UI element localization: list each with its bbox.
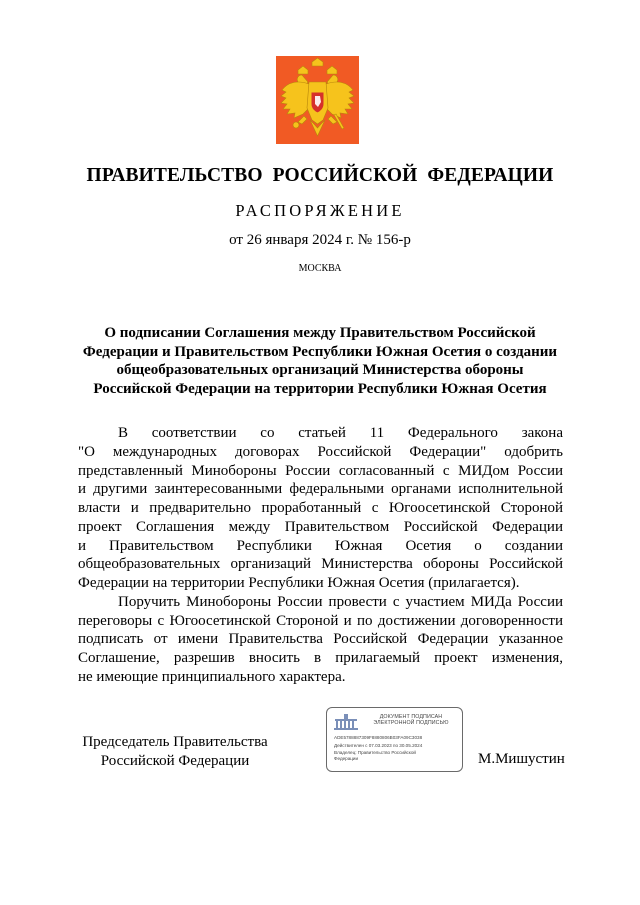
- body-line: подписать от имени Правительства Российской Федерации указанное: [78, 631, 563, 648]
- document-subject: [60, 324, 580, 398]
- signatory-title-line: Председатель Правительства: [82, 734, 268, 750]
- document-city: МОСКВА: [298, 263, 342, 274]
- stamp-owner: Федерации: [334, 756, 359, 761]
- subject-line: О подписании Соглашения между Правительством Российской: [104, 325, 536, 341]
- body-line: проект Соглашения между Правительством Российской Федерации: [78, 518, 563, 535]
- coat-of-arms-emblem: [276, 56, 359, 144]
- stamp-heading-line: ЭЛЕКТРОННОЙ ПОДПИСЬЮ: [373, 720, 449, 727]
- body-line: "О международных договорах Российской Федерации" одобрить: [78, 443, 563, 460]
- body-line: общеобразовательных организаций Министерства обороны Российской: [78, 556, 563, 573]
- body-line: переговоры с Югоосетинской Стороной и по достижении договоренности: [78, 612, 563, 629]
- subject-line: Федерации и Правительством Республики Южная Осетия о создании: [82, 343, 558, 360]
- stamp-heading-line: ДОКУМЕНТ ПОДПИСАН: [379, 714, 443, 720]
- stamp-heading: [363, 714, 459, 727]
- document-body: [78, 424, 563, 687]
- document-date-number: от 26 января 2024 г. № 156-р: [229, 232, 411, 248]
- stamp-certificate: ADE5788887309F8880806B03FA09C3038: [334, 735, 423, 740]
- body-line: не имеющие принципиального характера.: [78, 668, 346, 685]
- subject-line: Российской Федерации на территории Республики Южная Осетия: [93, 380, 547, 397]
- body-line: власти и предварительно проработанный с Югоосетинской Стороной: [78, 500, 563, 516]
- paragraph-1: [78, 424, 563, 593]
- body-line: В соответствии со статьей 11 Федерального закона: [118, 425, 563, 441]
- subject-line: общеобразовательных организаций Министерства обороны: [116, 362, 524, 379]
- body-line: и другими заинтересованными федеральными органами исполнительной: [78, 481, 563, 498]
- paragraph-2: [78, 593, 563, 687]
- electronic-signature-stamp: [326, 707, 463, 772]
- double-headed-eagle-icon: [276, 56, 359, 144]
- signatory-name: М.Мишустин: [478, 751, 565, 767]
- document-type: РАСПОРЯЖЕНИЕ: [235, 201, 405, 220]
- body-line: и Правительством Республики Южная Осетия о создании: [78, 537, 563, 554]
- signatory-title: [80, 733, 270, 770]
- body-line: Федерации на территории Республики Южная Осетия (прилагается).: [78, 575, 520, 591]
- government-title: ПРАВИТЕЛЬСТВО РОССИЙСКОЙ ФЕДЕРАЦИИ: [86, 165, 554, 186]
- signatory-title-line: Российской Федерации: [100, 752, 250, 769]
- body-line: Соглашение, разрешив вносить в прилагаемый проект изменения,: [78, 650, 563, 666]
- government-building-icon: [333, 713, 359, 731]
- body-line: представленный Минобороны России согласованный с МИДом России: [78, 462, 563, 479]
- stamp-owner: Владелец: Правительство Российской: [334, 750, 416, 755]
- body-line: Поручить Минобороны России провести с участием МИДа России: [118, 593, 563, 610]
- stamp-validity: Действителен с 07.03.2023 по 30.05.2024: [334, 743, 423, 748]
